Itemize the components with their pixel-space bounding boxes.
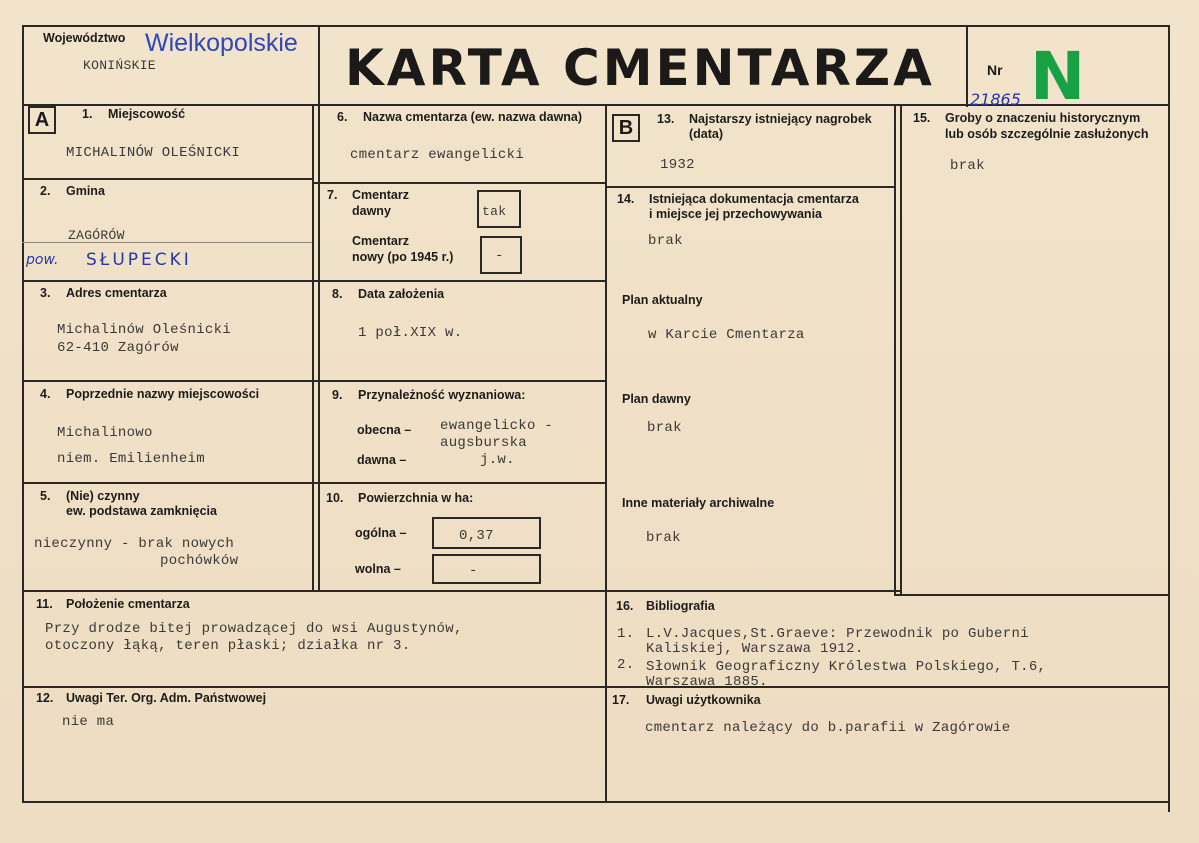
field-1-number: 1. [82,107,93,121]
field-2-pow-value: SŁUPECKI [86,250,192,270]
field-16-number: 16. [616,599,634,613]
field-10-number: 10. [326,491,344,505]
field-8-number: 8. [332,287,343,301]
field-13-value: 1932 [660,157,695,173]
field-17-number: 17. [612,693,630,707]
field-17-label [612,693,761,708]
mid-row-sep-4 [312,482,605,484]
frame-bottom [22,801,1170,803]
bibliography-item-1-line1: L.V.Jacques,St.Graeve: Przewodnik po Guberni [646,626,1029,642]
field-1-label [82,107,185,122]
field-3-number: 3. [40,286,51,300]
row-sep-1 [22,178,312,180]
old-wojewodztwo: KONIŃSKIE [83,58,156,73]
wojewodztwo-label: Województwo [43,31,126,45]
field-8-label [332,287,444,302]
card-title: KARTA CMENTARZA [345,39,935,97]
row-sep-3 [22,380,312,382]
field-15-number: 15. [913,111,931,125]
wojewodztwo-stamp: Wielkopolskie [145,29,298,57]
field-14-plan-dawny-value: brak [647,420,682,436]
field-10-wolna-value: - [469,563,478,579]
field-4-label-text: Poprzednie nazwy miejscowości [66,387,260,401]
field-7-nowy-label-line1: Cmentarz [352,234,409,248]
row-sep-bottom-1b [894,594,1170,596]
col-sep-right2 [900,104,902,594]
field-10-label-text: Powierzchnia w ha: [358,491,474,505]
field-10-wolna-box [432,554,541,584]
field-9-obecna-label: obecna – [357,423,412,437]
field-7-number: 7. [327,188,338,202]
field-7-dawny-label-line1: Cmentarz [352,188,409,202]
field-6-label-text: Nazwa cmentarza (ew. nazwa dawna) [363,110,583,124]
field-4-label [40,387,259,402]
mid-row-sep-1 [312,182,605,184]
field-7-dawny-value: tak [482,204,507,219]
header-sep-1 [318,25,320,590]
field-7-nowy-value: - [495,248,504,264]
col-sep-left [312,104,314,590]
field-5-line2: pochówków [160,553,239,569]
row-sep-4 [22,482,312,484]
field-5-label-line1: (Nie) czynny [66,489,140,503]
field-7-nowy-label-line2: nowy (po 1945 r.) [352,250,454,264]
field-4-line2: niem. Emilienheim [57,451,205,467]
field-12-label-text: Uwagi Ter. Org. Adm. Państwowej [66,691,267,705]
field-2-label-text: Gmina [66,184,105,198]
field-17-value: cmentarz należący do b.parafii w Zagórowie [645,720,1011,736]
field-9-obecna-line2: augsburska [440,435,528,451]
field-15-label [913,111,1140,126]
bibliography-item-1-line2: Kaliskiej, Warszawa 1912. [646,641,864,657]
field-14-plan-aktualny-label: Plan aktualny [622,293,703,307]
field-4-line1: Michalinowo [57,425,153,441]
field-13-label [657,112,872,127]
bibliography-item-2-line2: Warszawa 1885. [646,674,768,690]
field-2-number: 2. [40,184,51,198]
bibliography-item-2-line1: Słownik Geograficzny Królestwa Polskiego, T.6, [646,659,1047,675]
field-12-number: 12. [36,691,54,705]
bibliography-item-2-number: 2. [617,657,635,673]
field-9-label [332,388,525,403]
field-10-wolna-label: wolna – [355,562,401,576]
field-8-label-text: Data założenia [358,287,445,301]
row-sep-bottom-1 [22,590,900,592]
field-14-inne-label: Inne materiały archiwalne [622,496,775,510]
field-14-label-line2: i miejsce jej przechowywania [649,207,822,221]
field-5-label-line2: ew. podstawa zamknięcia [66,504,217,518]
gmina-underline [22,242,312,243]
mid-row-sep-2 [312,280,605,282]
field-11-line1: Przy drodze bitej prowadzącej do wsi Augustynów, [45,621,463,637]
col-sep-mid [605,104,607,801]
mid-row-sep-3 [312,380,605,382]
field-3-label [40,286,167,301]
field-13-label-line1: Najstarszy istniejący nagrobek [689,112,872,126]
frame-right [1168,25,1170,812]
frame-top [22,25,1170,27]
field-9-number: 9. [332,388,343,402]
field-6-label [337,110,582,125]
field-17-label-text: Uwagi użytkownika [646,693,761,707]
field-2-pow-label: pow. [26,252,59,268]
field-5-label [40,489,140,504]
row-sep-bottom-2 [22,686,1170,688]
field-11-number: 11. [36,597,53,611]
field-9-label-text: Przynależność wyznaniowa: [358,388,526,402]
field-14-inne-value: brak [646,530,681,546]
field-3-line2: 62-410 Zagórów [57,340,179,356]
field-11-line2: otoczony łąką, teren płaski; działka nr 3. [45,638,411,654]
field-3-label-text: Adres cmentarza [66,286,167,300]
field-9-obecna-line1: ewangelicko - [440,418,554,434]
field-12-value: nie ma [62,714,115,730]
section-b-marker: B [612,114,640,142]
nr-code: N [1030,38,1086,115]
field-10-ogolna-value: 0,37 [459,528,494,544]
field-5-line1: nieczynny - brak nowych [34,536,235,552]
field-15-label-line1: Groby o znaczeniu historycznym [945,111,1141,125]
field-14-value: brak [648,233,683,249]
field-6-number: 6. [337,110,348,124]
nr-label: Nr [987,62,1003,78]
section-a-marker: A [28,106,56,134]
field-9-dawna-label: dawna – [357,453,407,467]
row-sep-2 [22,280,312,282]
field-1-value: MICHALINÓW OLEŚNICKI [66,145,241,161]
field-3-line1: Michalinów Oleśnicki [57,322,232,338]
field-16-label [616,599,715,614]
nr-handwritten: 21865 [970,90,1021,109]
field-2-label [40,184,105,199]
field-6-value: cmentarz ewangelicki [350,147,525,163]
field-11-label-text: Położenie cmentarza [66,597,190,611]
field-1-label-text: Miejscowość [108,107,186,121]
field-4-number: 4. [40,387,51,401]
field-2-value: ZAGÓRÓW [68,228,125,243]
field-15-value: brak [950,158,985,174]
col-sep-right [894,104,896,594]
field-5-number: 5. [40,489,51,503]
field-14-plan-dawny-label: Plan dawny [622,392,691,406]
header-sep-2 [966,25,968,107]
field-16-label-text: Bibliografia [646,599,715,613]
field-13-label-line2: (data) [689,127,724,141]
field-10-ogolna-label: ogólna – [355,526,407,540]
field-14-number: 14. [617,192,635,206]
field-14-label [617,192,859,207]
field-10-label [326,491,473,506]
field-7-dawny-label-line2: dawny [352,204,391,218]
bibliography-item-1-number: 1. [617,626,635,642]
b-row-sep-1 [605,186,894,188]
field-8-value: 1 poł.XIX w. [358,325,463,341]
field-14-plan-aktualny-value: w Karcie Cmentarza [648,327,805,343]
field-12-label [36,691,266,706]
field-11-label [36,597,190,612]
field-15-label-line2: lub osób szczególnie zasłużonych [945,127,1149,141]
field-13-number: 13. [657,112,675,126]
field-9-dawna-value: j.w. [480,452,515,468]
field-14-label-line1: Istniejąca dokumentacja cmentarza [649,192,859,206]
